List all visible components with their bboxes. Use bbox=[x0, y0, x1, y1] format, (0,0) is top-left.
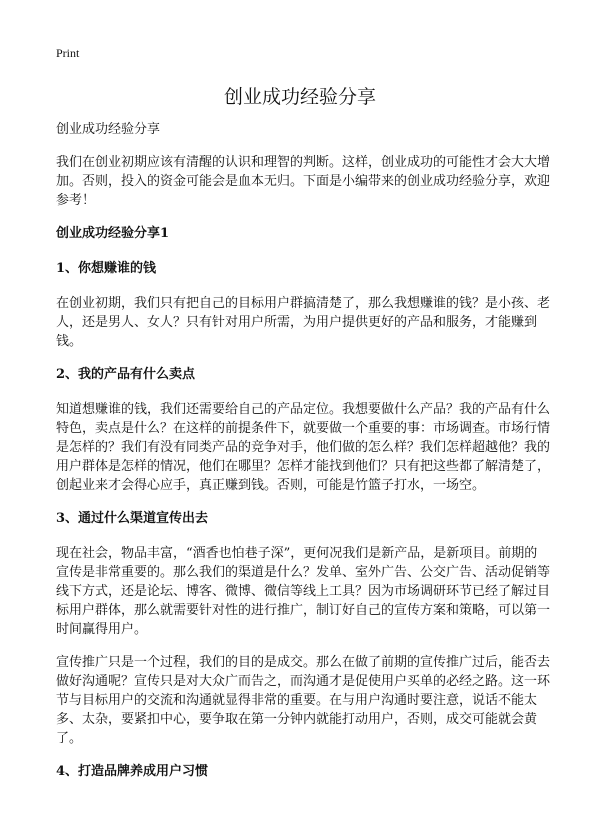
item-2-heading: 2、我的产品有什么卖点 bbox=[56, 367, 196, 382]
document-subtitle: 创业成功经验分享 bbox=[56, 122, 161, 137]
item-3-heading: 3、通过什么渠道宣传出去 bbox=[56, 511, 209, 526]
item-3-paragraph-1: 现在社会，物品丰富，“酒香也怕巷子深”，更何况我们是新产品，是新项目。前期的宣传是非常重要的。那么我们的渠道是什么？发单、室外广告、公交广告、活动促销等线下方式，还是论坛、博客、微博、微信等线上工具？因为市场调研环节已经了解过目标用户群体，那么就需要针对性的进行推广，制订好自己的宣传方案和策略，可以第一时间赢得用户。 bbox=[56, 546, 551, 637]
item-2-paragraph-1: 知道想赚谁的钱，我们还需要给自己的产品定位。我想要做什么产品？我的产品有什么特色，卖点是什么？在这样的前提条件下，就要做一个重要的事：市场调查。市场行情是怎样的？我们有没有同类产品的竞争对手，他们做的怎么样？我们怎样超越他？我的用户群体是怎样的情况，他们在哪里？怎样才能找到他们？只有把这些都了解清楚了，创起业来才会得心应手，真正赚到钱。否则，可能是竹篮子打水，一场空。 bbox=[56, 402, 551, 493]
item-3-paragraph-2: 宣传推广只是一个过程，我们的目的是成交。那么在做了前期的宣传推广过后，能否去做好沟通呢？宣传只是对大众广而告之，而沟通才是促使用户买单的必经之路。这一环节与目标用户的交流和沟通就显得非常的重要。在与用户沟通时要注意，说话不能太多、太杂，要紧扣中心，要争取在第一分钟内就能打动用户，否则，成交可能就会黄了。 bbox=[56, 655, 551, 746]
page-title: 创业成功经验分享 bbox=[223, 86, 376, 108]
section-title: 创业成功经验分享1 bbox=[56, 226, 170, 241]
item-4-heading: 4、打造品牌养成用户习惯 bbox=[56, 764, 209, 779]
intro-paragraph: 我们在创业初期应该有清醒的认识和理智的判断。这样，创业成功的可能性才会大大增加。否则，投入的资金可能会是血本无归。下面是小编带来的创业成功经验分享，欢迎参考！ bbox=[56, 155, 551, 208]
item-1-paragraph-1: 在创业初期，我们只有把自己的目标用户群搞清楚了，那么我想赚谁的钱？是小孩、老人，还是男人、女人？只有针对用户所需，为用户提供更好的产品和服务，才能赚到钱。 bbox=[56, 296, 551, 349]
item-1-heading: 1、你想赚谁的钱 bbox=[56, 261, 157, 276]
document-body bbox=[56, 120, 550, 797]
print-label: Print bbox=[56, 46, 80, 60]
